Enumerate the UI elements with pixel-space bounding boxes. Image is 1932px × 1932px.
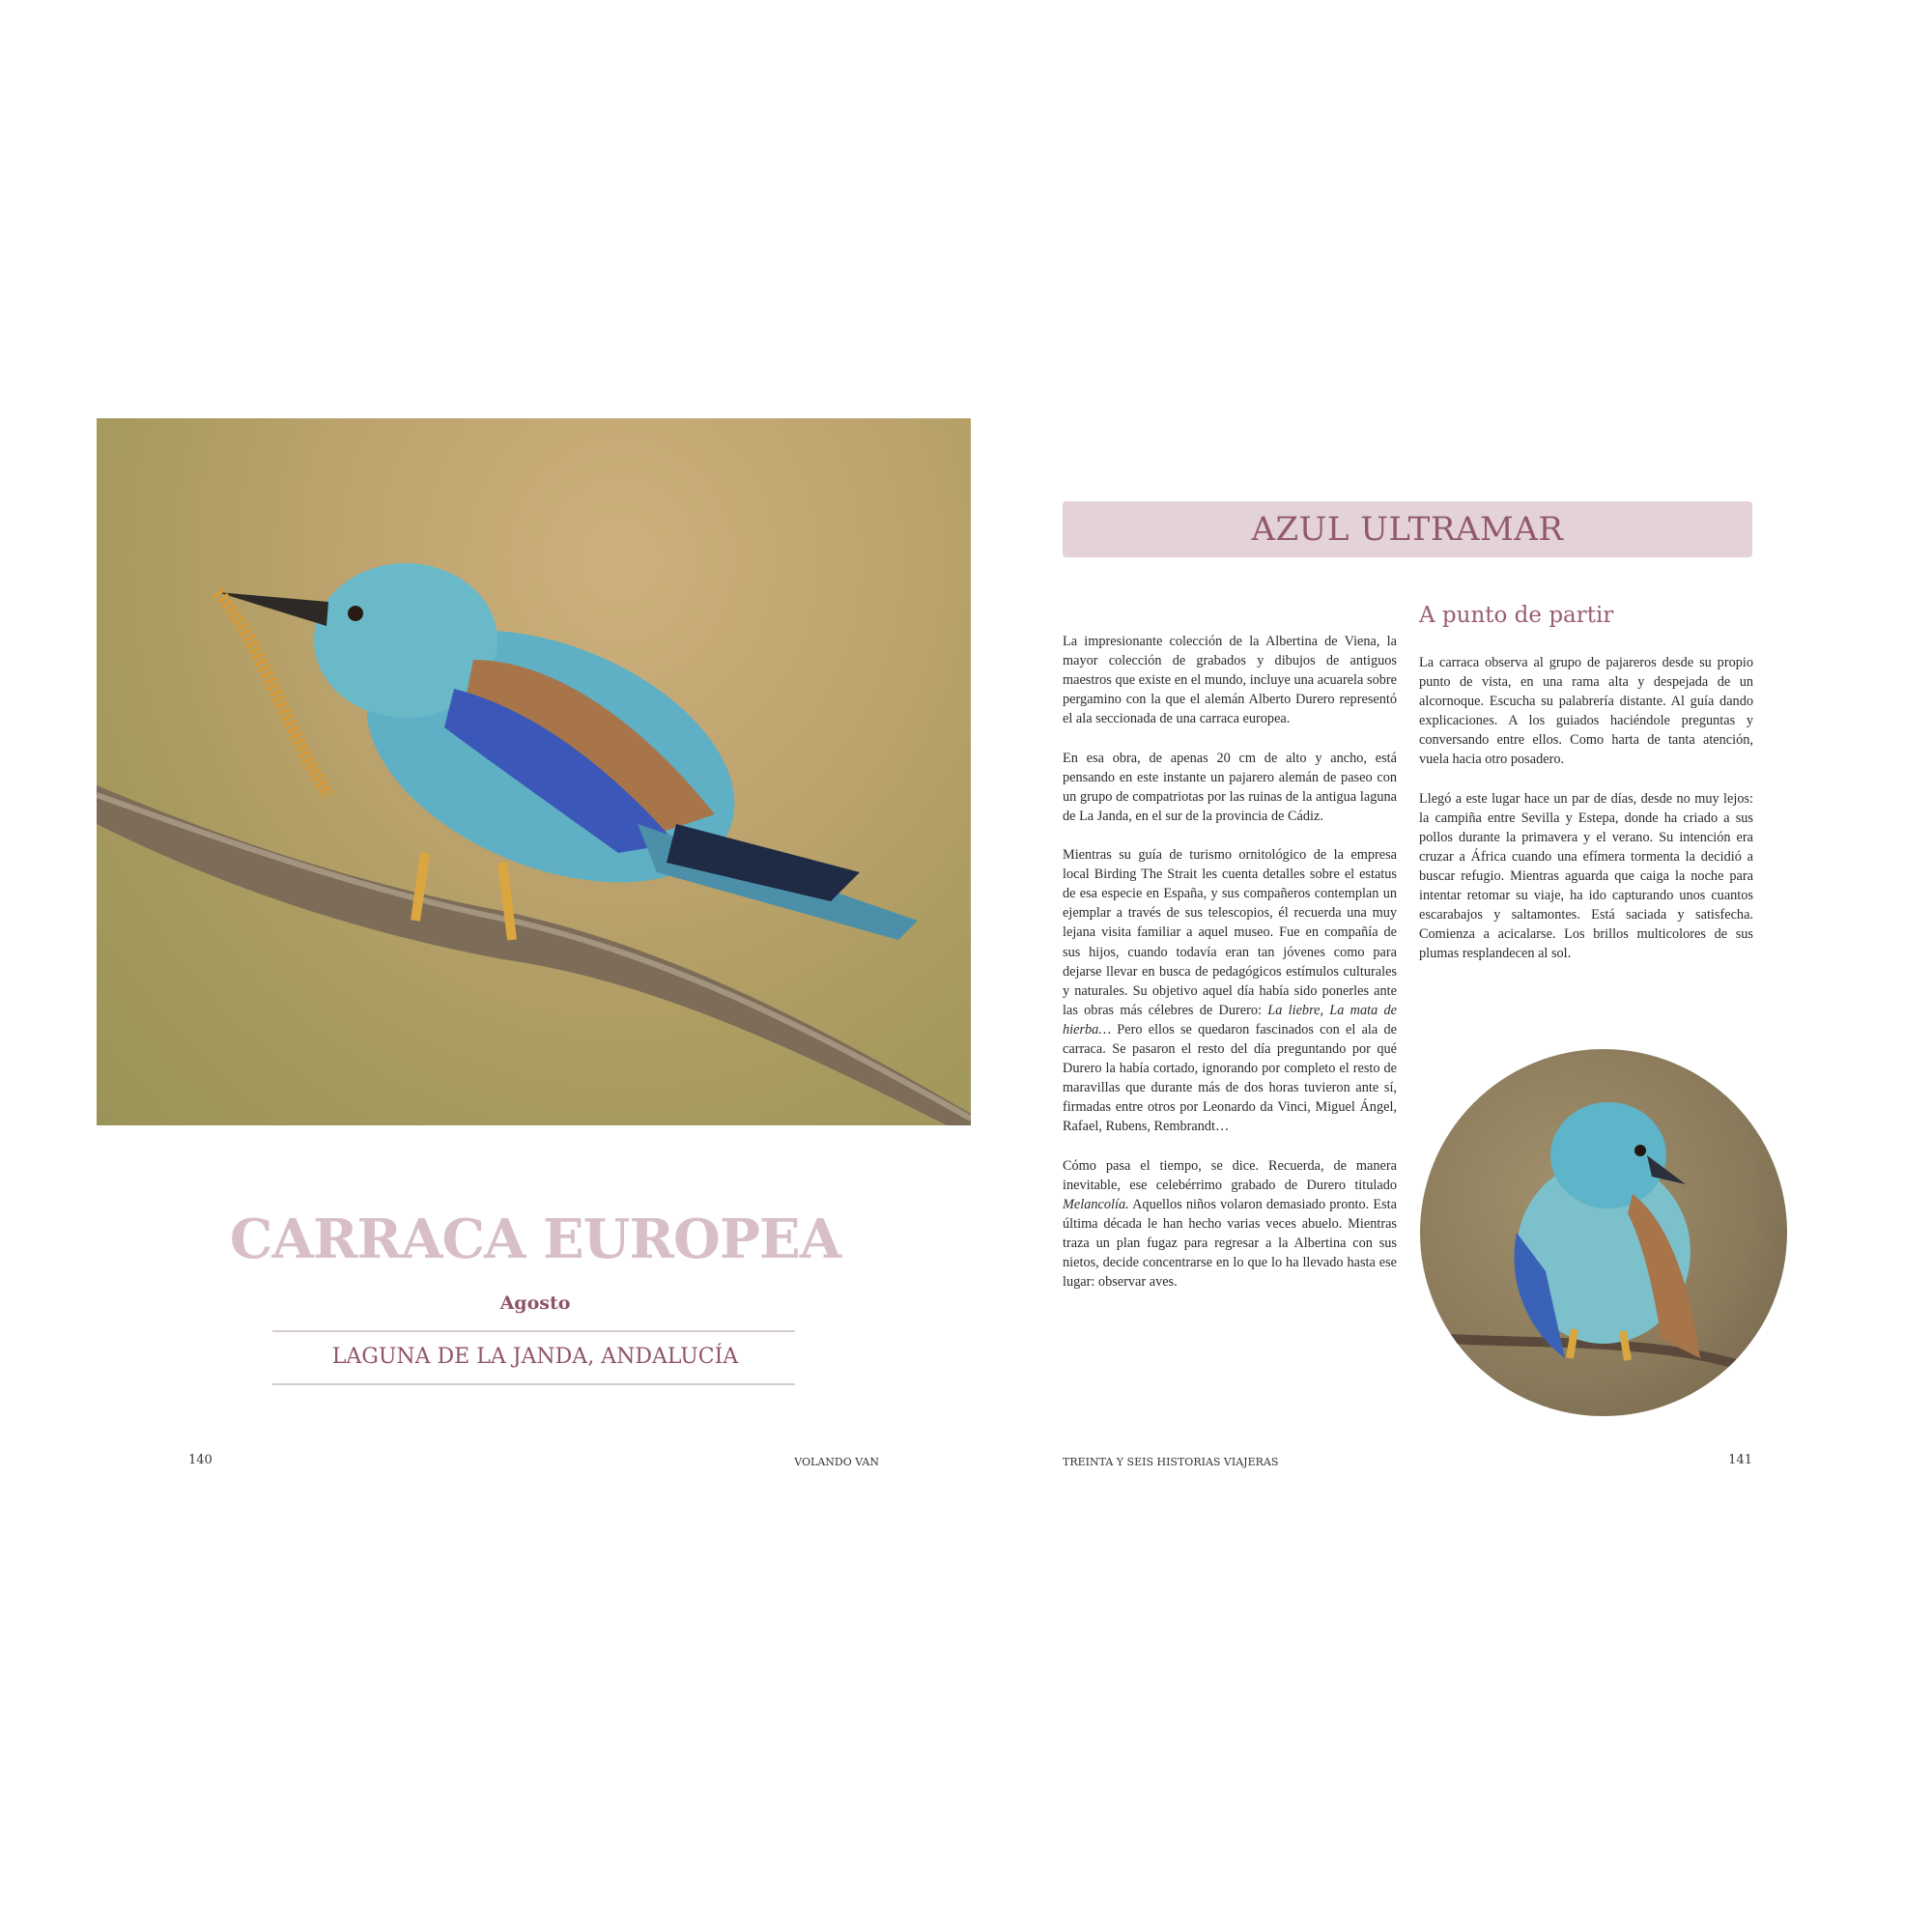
chapter-banner — [1063, 501, 1752, 557]
text-run: Mientras su guía de turismo ornitológico de la empresa local Birding The Strait les cuenta detalles sobre el estatus de esa especie en España, y sus compañeros contemplan un ejemplar a través de sus telescopios, él recuerda una muy lejana visita familiar a aquel museo. Fue en compañía de sus hijos, cuando todavía eran tan jóvenes como para dejarse llevar en busca de pedagógicos estímulos culturales y naturales. Su objetivo aquel día había sido ponerles ante las obras más célebres de Durero: — [1063, 847, 1397, 1018]
bird-photo-circular — [1420, 1049, 1787, 1416]
paragraph: La carraca observa al grupo de pajareros desde su propio punto de vista, en una rama alta y despejada de un alcornoque. Escucha su palabrería distante. Al guía dando explicaciones. A los guiados haciéndole preguntas y conversando entre ellos. Como harta de tanta atención, vuela hacia otro posadero. — [1419, 655, 1753, 768]
page-number-left: 140 — [188, 1453, 213, 1467]
paragraph: En esa obra, de apenas 20 cm de alto y ancho, está pensando en este instante un pajarero alemán de paseo con un grupo de compatriotas por las ruinas de la antigua laguna de La Janda, en el sur de la provincia de Cádiz. — [1063, 750, 1397, 824]
paragraph — [1063, 845, 1397, 1136]
paragraph: Llegó a este lugar hace un par de días, desde no muy lejos: la campiña entre Sevilla y Estepa, donde ha criado a sus pollos durante la primavera y el verano. Su intención era cruzar a África cuando una efímera tormenta la decidió a buscar refugio. Mientras aguarda que caiga la noche para intentar retomar su viaje, ha ido capturando unos cuantos escarabajos y saltamontes. Está saciada y satisfecha. Comienza a acicalarse. Los brillos multicolores de sus plumas resplandecen al sol. — [1419, 790, 1753, 962]
divider-top — [272, 1330, 795, 1332]
running-head-left: VOLANDO VAN — [794, 1456, 879, 1468]
chapter-title: AZUL ULTRAMAR — [1251, 510, 1564, 549]
month-label: Agosto — [499, 1293, 571, 1314]
paragraph — [1063, 1156, 1397, 1293]
italic-title: Melancolía. — [1063, 1196, 1129, 1212]
italic-title: La liebre, La mata de hierba… — [1063, 1002, 1398, 1037]
text-run: Pero ellos se quedaron fascinados con el ala de carraca. Se pasaron el resto del día preguntando por qué Durero la había cortado, ignorando por completo el resto de maravillas que durante más de dos horas tuvieron ante sí, firmadas entre otros por Leonardo da Vinci, Miguel Ángel, Rafael, Rubens, Rembrandt… — [1063, 1021, 1397, 1135]
section-subheading: A punto de partir — [1419, 603, 1614, 628]
paragraph: La impresionante colección de la Albertina de Viena, la mayor colección de grabados y dibujos de antiguos maestros que existe en el mundo, incluye una acuarela sobre pergamino con la que el alemán Alberto Durero representó el ala seccionada de una carraca europea. — [1063, 634, 1397, 727]
text-run: Cómo pasa el tiempo, se dice. Recuerda, de manera inevitable, ese celebérrimo grabado de Durero titulado — [1063, 1157, 1397, 1193]
running-head-right: TREINTA Y SEIS HISTORIAS VIAJERAS — [1063, 1456, 1279, 1468]
text-run: Aquellos niños volaron demasiado pronto. Esta última década le han hecho varias veces abuelo. Mientras traza un plan fugaz para regresar a la Albertina con sus nietos, decide concentrarse en lo que lo ha llevado hasta ese lugar: observar aves. — [1063, 1196, 1397, 1291]
bird-photo-roller-with-centipede — [97, 418, 971, 1125]
body-text-column-left — [1063, 632, 1397, 1311]
divider-bottom — [272, 1383, 795, 1385]
location-label: LAGUNA DE LA JANDA, ANDALUCÍA — [331, 1345, 739, 1369]
body-text-column-right — [1419, 653, 1753, 983]
page-number-right: 141 — [1728, 1453, 1752, 1467]
species-title: CARRACA EUROPEA — [229, 1208, 841, 1271]
